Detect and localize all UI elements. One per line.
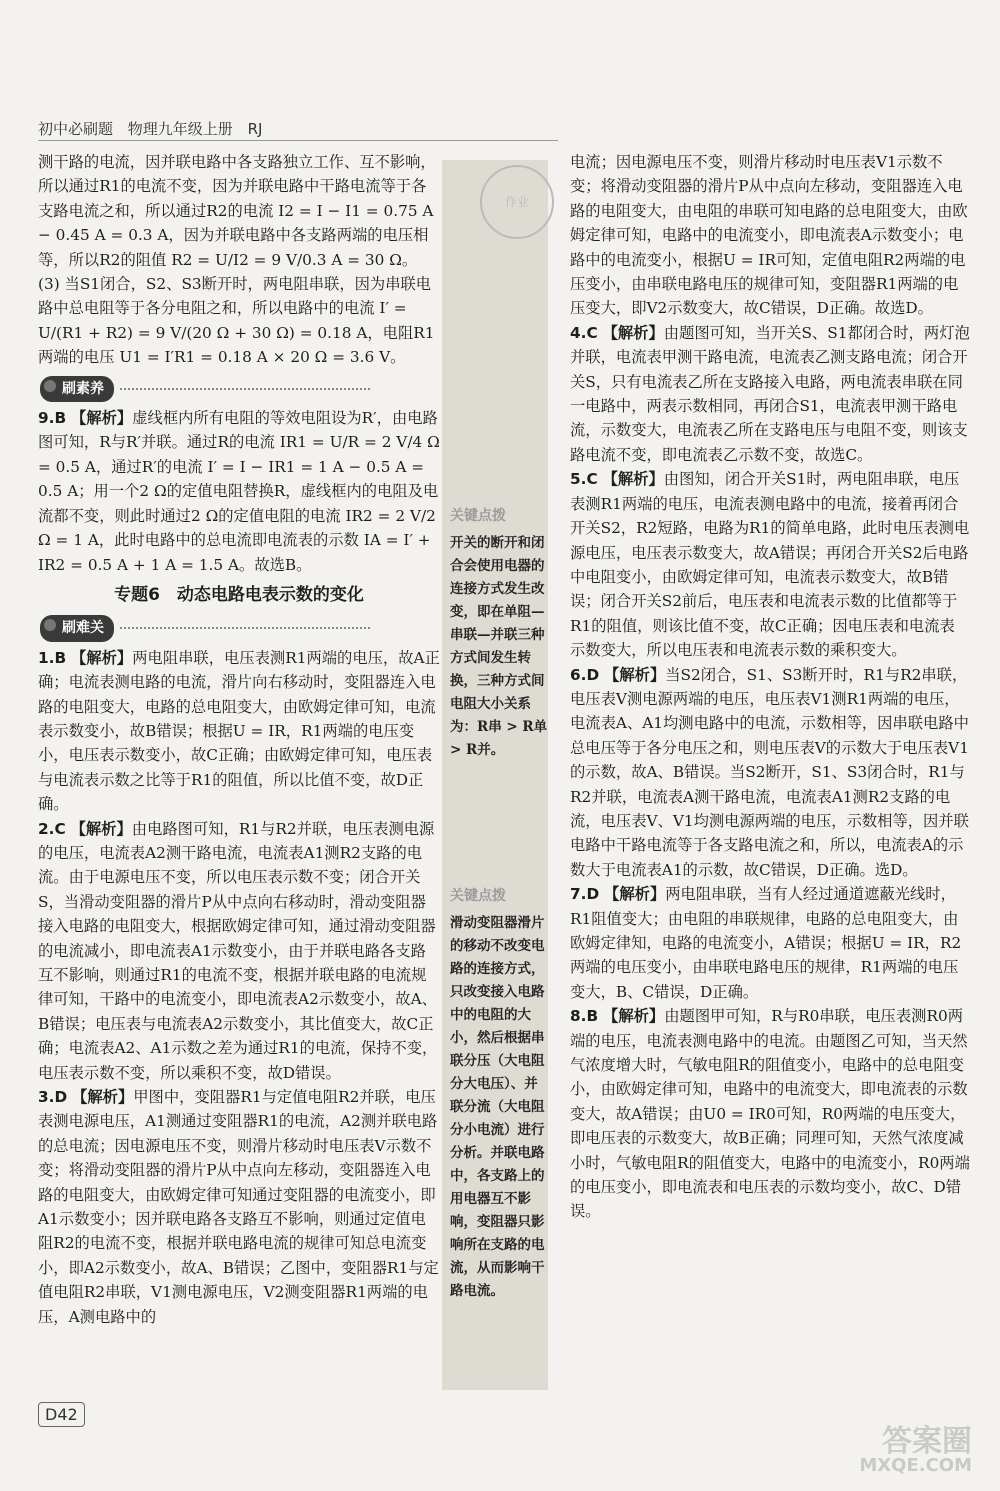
left-column <box>38 150 440 1329</box>
question-number: 2. <box>38 819 55 838</box>
question-item <box>38 817 440 1085</box>
analysis-text: 由题图甲可知，R与R0串联，电压表测R0两端的电压，电流表测电路中的电流。由题图乙可知，当天然气浓度增大时，气敏电阻R的阻值变小，电路中的总电阻变小，由欧姆定律可知，电路中的电流变大，即电流表的示数变大，故A错误；由U0 = IR0可知，R0两端的电压变大，即电压表的示数变大，故B正确；同理可知，天然气浓度减小时，气敏电阻R的阻值变大，电路中的电流变小，R0两端的电压变小，即电流表和电压表的示数均变小，故C、D错误。 <box>570 1007 970 1221</box>
question-number: 1. <box>38 648 55 667</box>
answer-letter: C <box>586 323 598 342</box>
analysis-text: 甲图中，变阻器R1与定值电阻R2并联，电压表测电源电压，A1测通过变阻器R1的电流，A2测并联电路的总电流；因电源电压不变，则滑片移动时电压表V示数不变；将滑动变阻器的滑片P从中点向左移动，变阻器连入电路的电阻变大，由欧姆定律可知通过变阻器的电流变小，即A1示数变小；因并联电路各支路互不影响，则通过定值电阻R2的电流不变，根据并联电路电流的规律可知总电流变小，即A2示数变小，故A、B错误；乙图中，变阻器R1与定值电阻R2串联，V1测电源电压，V2测变阻器R1两端的电压，A测电路中的 <box>38 1088 439 1326</box>
paragraph: 电流；因电源电压不变，则滑片移动时电压表V1示数不变；将滑动变阻器的滑片P从中点向左移动，变阻器连入电路的电阻变大，由电阻的串联可知电路的总电阻变大，由欧姆定律可知，电路中的电流变小，即电流表A示数变小；电路中的电流变小，根据U = IR可知，定值电阻R2两端的电压变小，由串联电路电压的规律可知，变阻器R1两端的电压变大，即V2示数变大，故C错误，D正确。故选D。 <box>570 153 968 318</box>
analysis-tag: 【解析】 <box>71 648 133 667</box>
answer-letter: D <box>54 1088 68 1107</box>
question-number: 7. <box>570 885 587 904</box>
analysis-tag: 【解析】 <box>72 1088 134 1107</box>
analysis-text: 虚线框内所有电阻的等效电阻设为R′，由电路图可知，R与R′并联。通过R的电流 IR1 = U/R = 2 V/4 Ω = 0.5 A，通过R′的电流 I′ = I − IR1 = 1 A − 0.5 A = 0.5 A；用一个2 Ω的定值电阻替换R，虚线框内的电阻及电流都不变，则此时通过2 Ω的定值电阻的电流 IR2 = 2 V/2 Ω = 1 A，此时电路中的总电流即电流表的示数 IA = I′ + IR2 = 0.5 A + 1 A = 1.5 A。故选B。 <box>38 409 440 574</box>
analysis-tag: 【解析】 <box>70 819 132 838</box>
question-item <box>570 321 970 467</box>
book-title: 初中必刷题 <box>38 120 114 138</box>
analysis-tag: 【解析】 <box>71 409 133 428</box>
answer-letter: D <box>586 665 600 684</box>
question-number: 8. <box>570 1007 587 1026</box>
analysis-text: 两电阻串联，电压表测R1两端的电压，故A正确；电流表测电路的电流，滑片向右移动时，变阻器连入电路的电阻变大，电路的总电阻变大，由欧姆定律可知，电流表示数变小，故B错误；根据U = IR，R1两端的电压变小，电压表示数变小，故C正确；由欧姆定律可知，电压表与电流表示数之比等于R1的阻值，所以比值不变，故D正确。 <box>38 648 440 814</box>
question-number: 3. <box>38 1088 55 1107</box>
answer-letter: C <box>586 470 598 489</box>
question-item <box>38 646 440 817</box>
answer-letter: B <box>586 1007 599 1026</box>
analysis-text: 两电阻串联，当有人经过通道遮蔽光线时，R1阻值变大；由电阻的串联规律，电路的总电阻变大，由欧姆定律知，电路的电流变小，A错误；根据U = IR，R2两端的电压变小，由串联电路电压的规律，R1两端的电压变大，B、C错误，D正确。 <box>570 885 962 1001</box>
homework-stamp: 作业 <box>480 165 554 239</box>
question-number: 6. <box>570 665 587 684</box>
analysis-text: 由题图可知，当开关S、S1都闭合时，两灯泡并联，电流表甲测干路电流，电流表乙测支路电流；闭合开关S，只有电流表乙所在支路接入电路，两电流表串联在同一电路中，两表示数相同，再闭合S1，电流表甲测干路电流，示数变大，电流表乙所在支路电压与电阻不变，则该支路电流不变，即电流表乙示数不变，故选C。 <box>570 323 970 464</box>
analysis-tag: 【解析】 <box>603 1007 665 1026</box>
analysis-text: 当S2闭合，S1、S3断开时，R1与R2串联，电压表V测电源两端的电压，电压表V1测R1两端的电压，电流表A、A1均测电路中的电流，示数相等，因串联电路中总电压等于各分电压之和，则电压表V的示数大于电压表V1的示数，故A、B错误。当S2断开，S1、S3闭合时，R1与R2并联，电流表A测干路电流，电流表A1测R2支路的电流，电压表V、V1均测电源两端的电压，示数相等，因并联电路中干路电流等于各支路电流之和，所以，电流表A的示数大于电流表A1的示数，故C错误，D正确。选D。 <box>570 665 969 879</box>
analysis-tag: 【解析】 <box>602 323 664 342</box>
sidebar-notes <box>442 160 548 1390</box>
paragraph: 测干路的电流，因并联电路中各支路独立工作、互不影响，所以通过R1的电流不变，因为并联电路中干路电流等于各支路电流之和，所以通过R2的电流 I2 = I − I1 = 0.75 A − 0.45 A = 0.3 A，因为并联电路中各支路两端的电压相等，所以R2的阻值 R2 = U/I2 = 9 V/0.3 A = 30 Ω。 <box>38 153 436 269</box>
watermark-logo: 答案圈 <box>882 1424 972 1459</box>
question-item <box>570 1004 970 1224</box>
key-point-2 <box>450 885 548 1303</box>
topic-title: 专题6 动态电路电表示数的变化 <box>114 584 364 605</box>
analysis-tag: 【解析】 <box>604 665 666 684</box>
analysis-text: 由电路图可知，R1与R2并联，电压表测电源的电压，电流表A2测干路电流，电流表A1测R2支路的电流。由于电源电压不变，所以电压表示数不变；闭合开关S，当滑动变阻器的滑片P从中点向右移动时，滑动变阻器接入电路的电阻变大，根据欧姆定律可知，通过滑动变阻器的电流减小，即电流表A1示数变小，由于并联电路各支路互不影响，则通过R1的电流不变，根据并联电路的电流规律可知，干路中的电流变小，即电流表A2示数变小，故A、B错误；电压表与电流表A2示数变小，其比值变大，故C正确；电流表A2、A1示数之差为通过R1的电流，保持不变，电压表示数不变，所以乘积不变，故D错误。 <box>38 819 438 1082</box>
subject-title: 物理九年级上册 <box>127 120 233 138</box>
key-point-text: 滑动变阻器滑片的移动不改变电路的连接方式，只改变接入电路中的电阻的大小，然后根据串联分压（大电阻分大电压）、并联分流（大电阻分小电流）进行分析。并联电路中，各支路上的用电器互不影响，变阻器只影响所在支路的电流，从而影响干路电流。 <box>450 915 545 1299</box>
question-item <box>570 882 970 1004</box>
section-label: 刷难关 <box>40 615 114 641</box>
paragraph: (3) 当S1闭合，S2、S3断开时，两电阻串联，因为串联电路中总电阻等于各分电阻之和，所以电路中的电流 I′ = U/(R1 + R2) = 9 V/(20 Ω + 30 Ω) = 0.18 A，电阻R1两端的电压 U1 = I′R1 = 0.18 A × 20 Ω = 3.6 V。 <box>38 275 435 367</box>
dotted-divider <box>120 627 370 629</box>
right-column <box>570 150 970 1224</box>
key-point-title: 关键点拨 <box>450 508 506 524</box>
analysis-text: 由图知，闭合开关S1时，两电阻串联，电压表测R1两端的电压，电流表测电路中的电流，接着再闭合开关S2，R2短路，电路为R1的简单电路，此时电压表测电源电压，电压表示数变大，故A错误；再闭合开关S2后电路中电阻变小，由欧姆定律可知，电流表示数变大，故B错误；闭合开关S2前后，电压表和电流表示数的比值都等于R1的阻值，则该比值不变，故C正确；因电压表和电流表示数变大，所以电压表和电流表示数的乘积变大。 <box>570 470 970 660</box>
answer-letter: D <box>586 885 600 904</box>
question-number: 5. <box>570 470 587 489</box>
section-label: 刷素养 <box>40 376 114 402</box>
running-header <box>38 118 272 139</box>
watermark-url: MXQE.COM <box>859 1455 972 1476</box>
answer-letter: B <box>54 648 67 667</box>
answer-letter: B <box>54 409 67 428</box>
header-rule <box>38 140 558 141</box>
question-item <box>570 467 970 662</box>
dotted-divider <box>120 388 370 390</box>
question-item <box>570 663 970 883</box>
key-point-1 <box>450 505 548 762</box>
question-number: 4. <box>570 323 587 342</box>
analysis-tag: 【解析】 <box>604 885 666 904</box>
analysis-tag: 【解析】 <box>602 470 664 489</box>
key-point-text: 开关的断开和闭合会使用电器的连接方式发生改变，即在单阻—串联—并联三种方式间发生转换，三种方式间电阻大小关系为：R串 > R单 > R并。 <box>450 535 548 758</box>
question-number: 9. <box>38 409 55 428</box>
key-point-title: 关键点拨 <box>450 888 506 904</box>
question-9 <box>38 406 440 577</box>
edition: RJ <box>247 120 263 138</box>
answer-letter: C <box>54 819 66 838</box>
question-item <box>38 1085 440 1329</box>
page-number: D42 <box>38 1402 85 1427</box>
